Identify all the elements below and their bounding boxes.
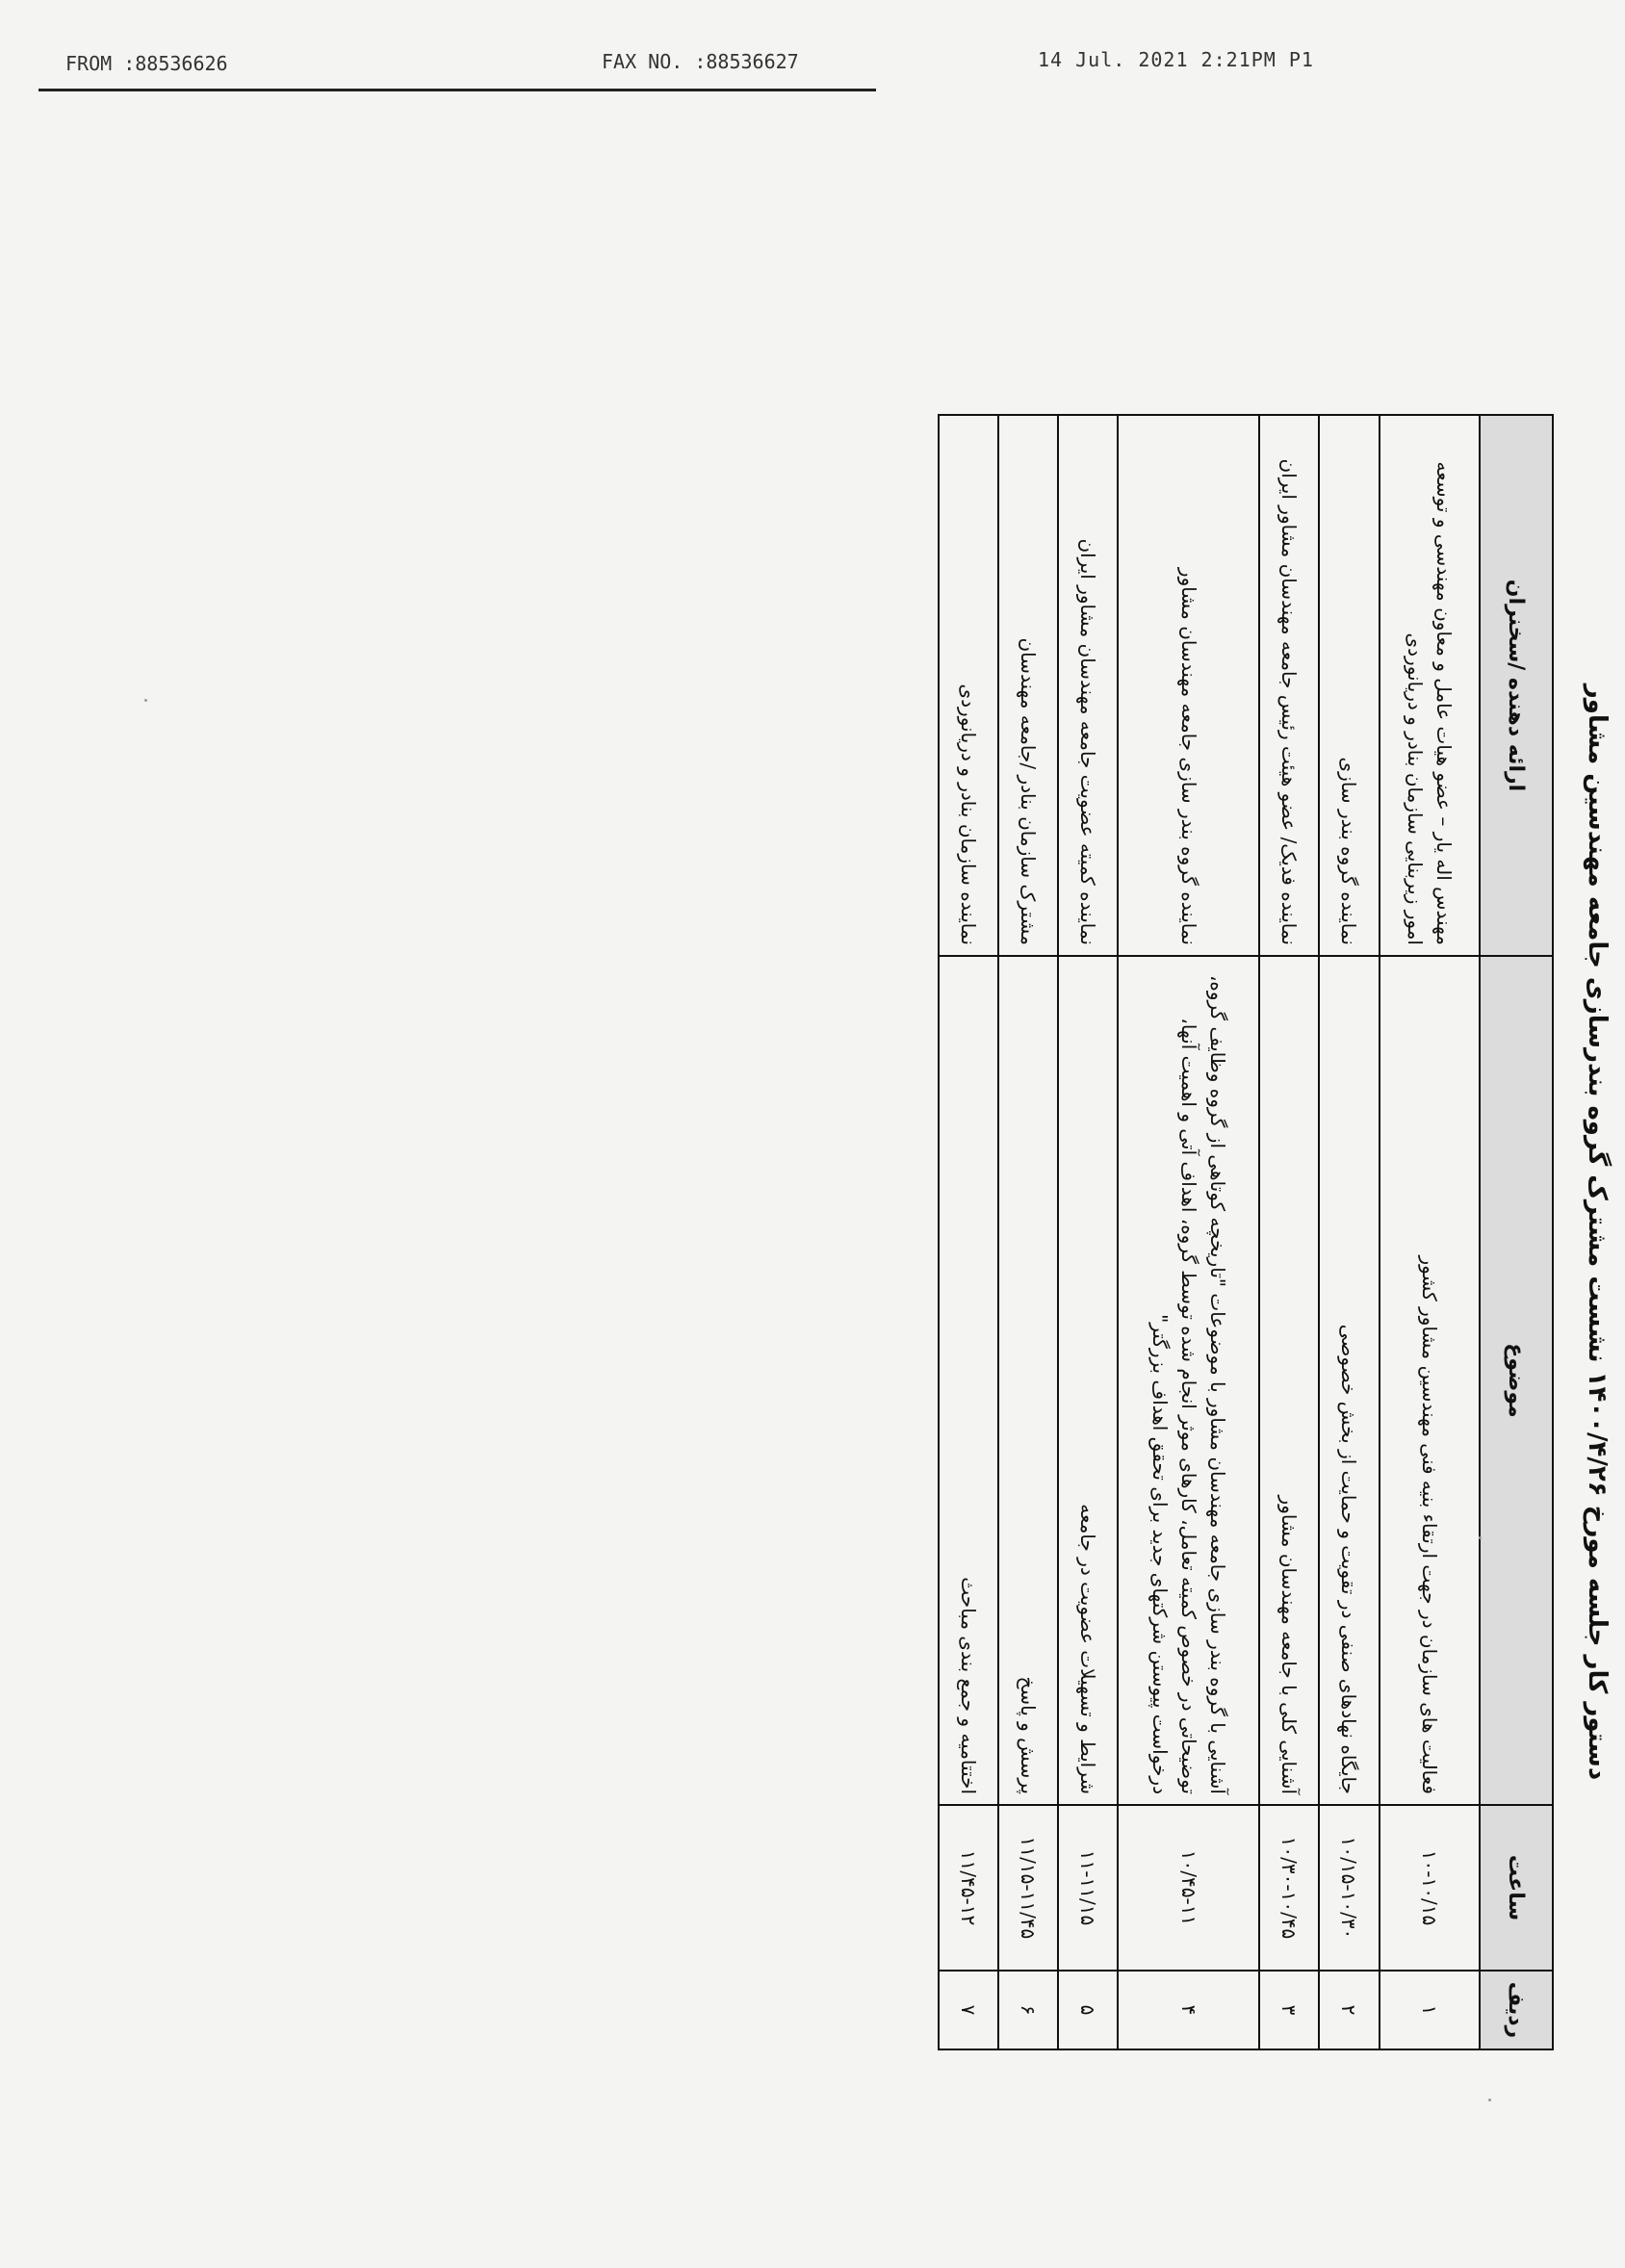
agenda-table: [938, 414, 1554, 2050]
row-speaker: مشترک سازمان بنادر /جامعه مهندسان: [998, 415, 1058, 956]
row-time: ۱۰-۱۰/۱۵: [1380, 1805, 1480, 1971]
row-topic: شرایط و تسهیلات عضویت در جامعه: [1058, 956, 1118, 1805]
row-number: ۷: [939, 1971, 998, 2049]
row-time: ۱۰/۱۵-۱۰/۳۰: [1319, 1805, 1379, 1971]
col-header-topic: موضوع: [1480, 956, 1553, 1805]
document-title: دستور کار جلسه مورخ ۱۴۰۰/۴/۲۶ نشست مشترک گروه بندرسازی جامعه مهندسین مشاور: [1583, 683, 1612, 1781]
row-speaker: نماینده گروه بندر سازی: [1319, 415, 1379, 956]
row-number: ۶: [998, 1971, 1058, 2049]
row-speaker: نماینده کمیته عضویت جامعه مهندسان مشاور ایران: [1058, 415, 1118, 956]
row-speaker: نماینده فدیک/ عضو هیئت رئیس جامعه مهندسان مشاور ایران: [1259, 415, 1319, 956]
row-topic: جایگاه نهادهای صنفی در تقویت و حمایت از بخش خصوصی: [1319, 956, 1379, 1805]
col-header-time: ساعت: [1480, 1805, 1553, 1971]
rotated-document: [470, 414, 1625, 2050]
row-time: ۱۱/۴۵-۱۲: [939, 1805, 998, 1971]
table-row: [1319, 415, 1379, 2049]
row-topic: آشنایی کلی با جامعه مهندسان مشاور: [1259, 956, 1319, 1805]
table-row: [1058, 415, 1118, 2049]
row-topic: پرسش و پاسخ: [998, 956, 1058, 1805]
row-speaker: نماینده گروه بندر سازی جامعه مهندسان مشاور: [1118, 415, 1259, 956]
scan-speck: [1479, 1536, 1482, 1539]
row-number: ۵: [1058, 1971, 1118, 2049]
table-row: [1259, 415, 1319, 2049]
row-speaker: نماینده سازمان بنادر و دریانوردی: [939, 415, 998, 956]
row-time: ۱۱-۱۱/۱۵: [1058, 1805, 1118, 1971]
table-row: [1380, 415, 1480, 2049]
row-time: ۱۰/۴۵-۱۱: [1118, 1805, 1259, 1971]
fax-datetime: 14 Jul. 2021 2:21PM P1: [1038, 48, 1314, 71]
table-row: [1118, 415, 1259, 2049]
row-time: ۱۱/۱۵-۱۱/۴۵: [998, 1805, 1058, 1971]
table-row: [939, 415, 998, 2049]
row-speaker: مهندس اله یار – عضو هیات عامل و معاون مهندسی و توسعه امور زیربنایی سازمان بنادر و دریانوردی: [1380, 415, 1480, 956]
table-row: [998, 415, 1058, 2049]
fax-header: [0, 0, 1596, 106]
row-topic: اختتامیه و جمع بندی مباحث: [939, 956, 998, 1805]
col-header-row: ردیف: [1480, 1971, 1553, 2049]
header-rule: [39, 89, 876, 91]
row-topic: فعالیت های سازمان در جهت ارتقاء بنیه فنی مهندسین مشاور کشور: [1380, 956, 1480, 1805]
row-number: ۲: [1319, 1971, 1379, 2049]
row-number: ۳: [1259, 1971, 1319, 2049]
scan-speck: [1488, 2099, 1491, 2101]
col-header-speaker: ارائه دهنده /سخنران: [1480, 415, 1553, 956]
scan-speck: [144, 699, 147, 702]
fax-from: FROM :88536626: [65, 52, 228, 75]
row-time: ۱۰/۳۰-۱۰/۴۵: [1259, 1805, 1319, 1971]
row-number: ۴: [1118, 1971, 1259, 2049]
fax-number: FAX NO. :88536627: [602, 50, 799, 73]
row-number: ۱: [1380, 1971, 1480, 2049]
table-header-row: [1480, 415, 1553, 2049]
row-topic: آشنایی با گروه بندر سازی جامعه مهندسان مشاور با موضوعات "تاریخچه کوتاهی از گروه وظایف گروه، توضیحاتی در خصوص کمیته تعامل، کارهای موثر انجام شده توسط گروه، اهداف آتی و اهمیت آنها، درخواست پیوستن شرکتهای جدید برای تحقق اهداف بزرگتر": [1118, 956, 1259, 1805]
